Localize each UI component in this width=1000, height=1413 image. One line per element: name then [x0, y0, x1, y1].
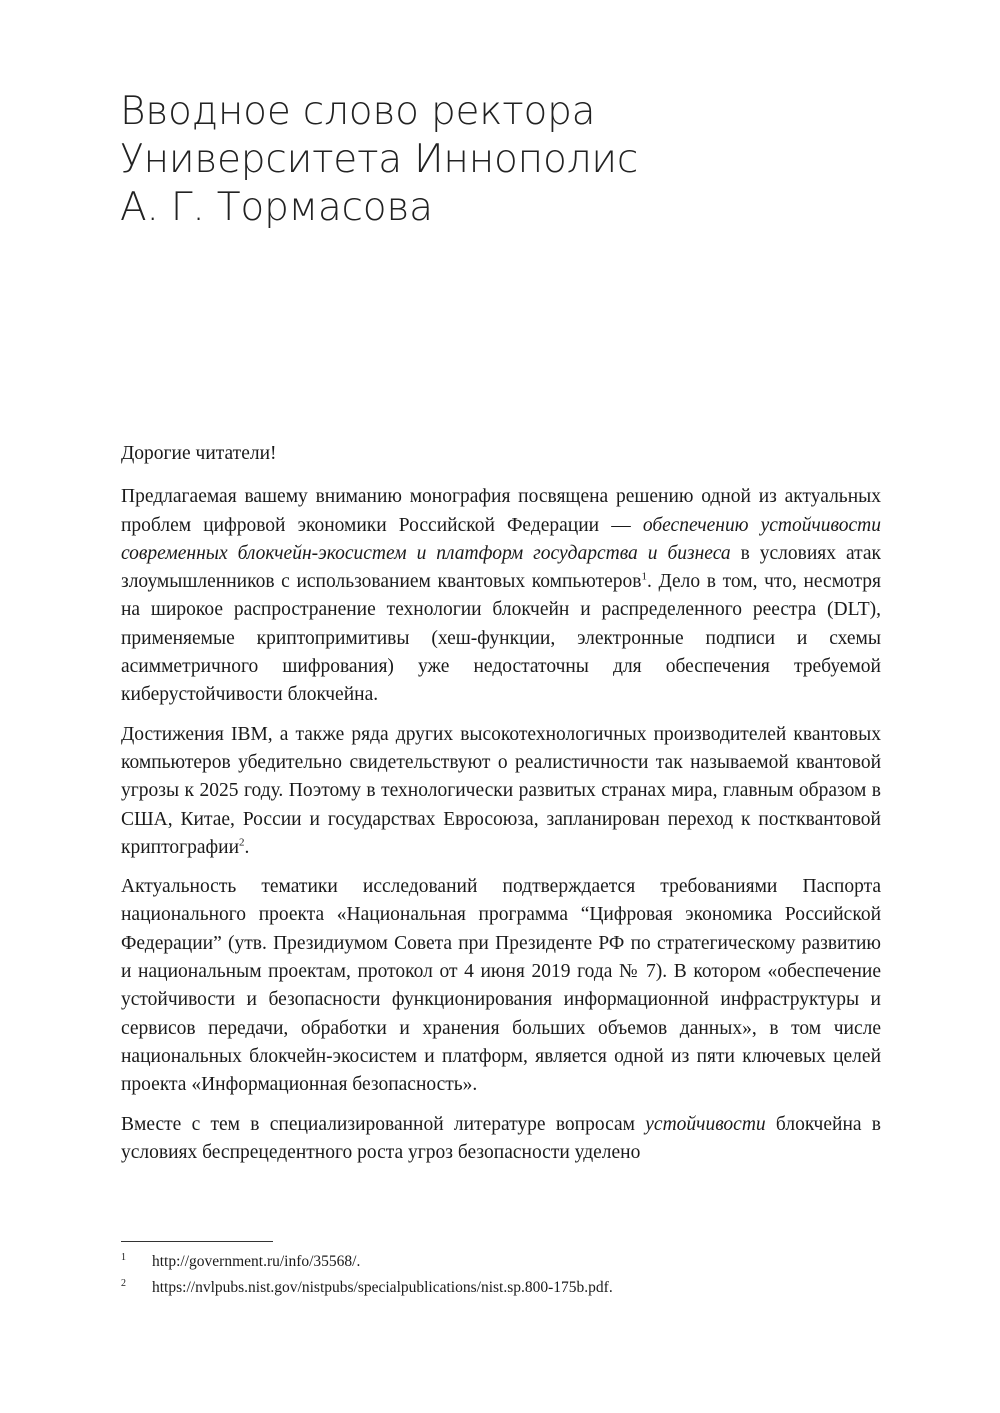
paragraph-4-text-a: Вместе с тем в специализированной литературе вопросам	[121, 1113, 646, 1135]
body-text	[121, 440, 881, 1178]
footnote-2	[121, 1275, 881, 1301]
footnote-divider	[121, 1241, 273, 1242]
paragraph-4-text-b: блокчейна в условиях беспрецедентного роста угроз безопасности уделено	[121, 1113, 882, 1163]
footnote-number: 2	[121, 1278, 126, 1289]
page-title	[120, 88, 880, 232]
paragraph-2-text-b: .	[244, 836, 250, 858]
page-title-line-1: Вводное слово ректора	[120, 89, 596, 134]
footnote-link[interactable]: http://government.ru/info/35568/.	[152, 1253, 361, 1270]
footnote-ref-1[interactable]: 1	[641, 570, 647, 583]
paragraph-1-italic: обеспечению устойчивости современных блокчейн-экосистем и платформ государства и бизнеса	[121, 514, 881, 564]
footnote-ref-2[interactable]: 2	[239, 836, 245, 849]
footnotes	[121, 1249, 881, 1301]
salutation: Дорогие читатели!	[121, 443, 277, 464]
paragraph-1-text-b: в условиях атак злоумышленников с использованием квантовых компьютеров	[121, 542, 881, 593]
page-title-line-3: А. Г. Тормасова	[120, 185, 433, 230]
page-title-line-2: Университета Иннополис	[120, 137, 639, 182]
paragraph-2	[121, 721, 881, 862]
footnote-1	[121, 1249, 881, 1275]
footnote-number: 1	[121, 1252, 126, 1263]
paragraph-1-text-c: . Дело в том, что, несмотря на широкое распространение технологии блокчейн и распределенного реестра (DLT), применяемые криптопримитивы (хеш-функции, электронные подписи и схемы асимметричного шифрования) уже недостаточны для обеспечения требуемой киберустойчивости блокчейна.	[121, 571, 881, 706]
paragraph-1-text-a: Предлагаемая вашему вниманию монография посвящена решению одной из актуальных проблем цифровой экономики Российской Федерации —	[121, 486, 881, 536]
paragraph-4-italic: устойчивости	[645, 1113, 766, 1135]
paragraph-3: Актуальность тематики исследований подтверждается требованиями Паспорта национального проекта «Национальная программа “Цифровая экономика Российской Федерации” (утв. Президиумом Совета при Президенте РФ по стратегическому развитию и национальным проектам, протокол от 4 июня 2019 года № 7). В котором «обеспечение устойчивости и безопасности функционирования информационной инфраструктуры и сервисов передачи, обработки и хранения больших объемов данных», в том числе национальных блокчейн-экосистем и платформ, является одной из пяти ключевых целей проекта «Информационная безопасность».	[121, 876, 881, 1096]
footnote-link[interactable]: https://nvlpubs.nist.gov/nistpubs/specialpublications/nist.sp.800-175b.pdf.	[152, 1279, 613, 1296]
paragraph-2-text-a: Достижения IBM, а также ряда других высокотехнологичных производителей квантовых компьютеров убедительно свидетельствуют о реалистичности так называемой квантовой угрозы к 2025 году. Поэтому в технологически развитых странах мира, главным образом в США, Китае, России и государствах Евросоюза, запланирован переход к постквантовой криптографии	[121, 723, 881, 858]
paragraph-1	[121, 483, 881, 709]
paragraph-4	[121, 1111, 881, 1168]
